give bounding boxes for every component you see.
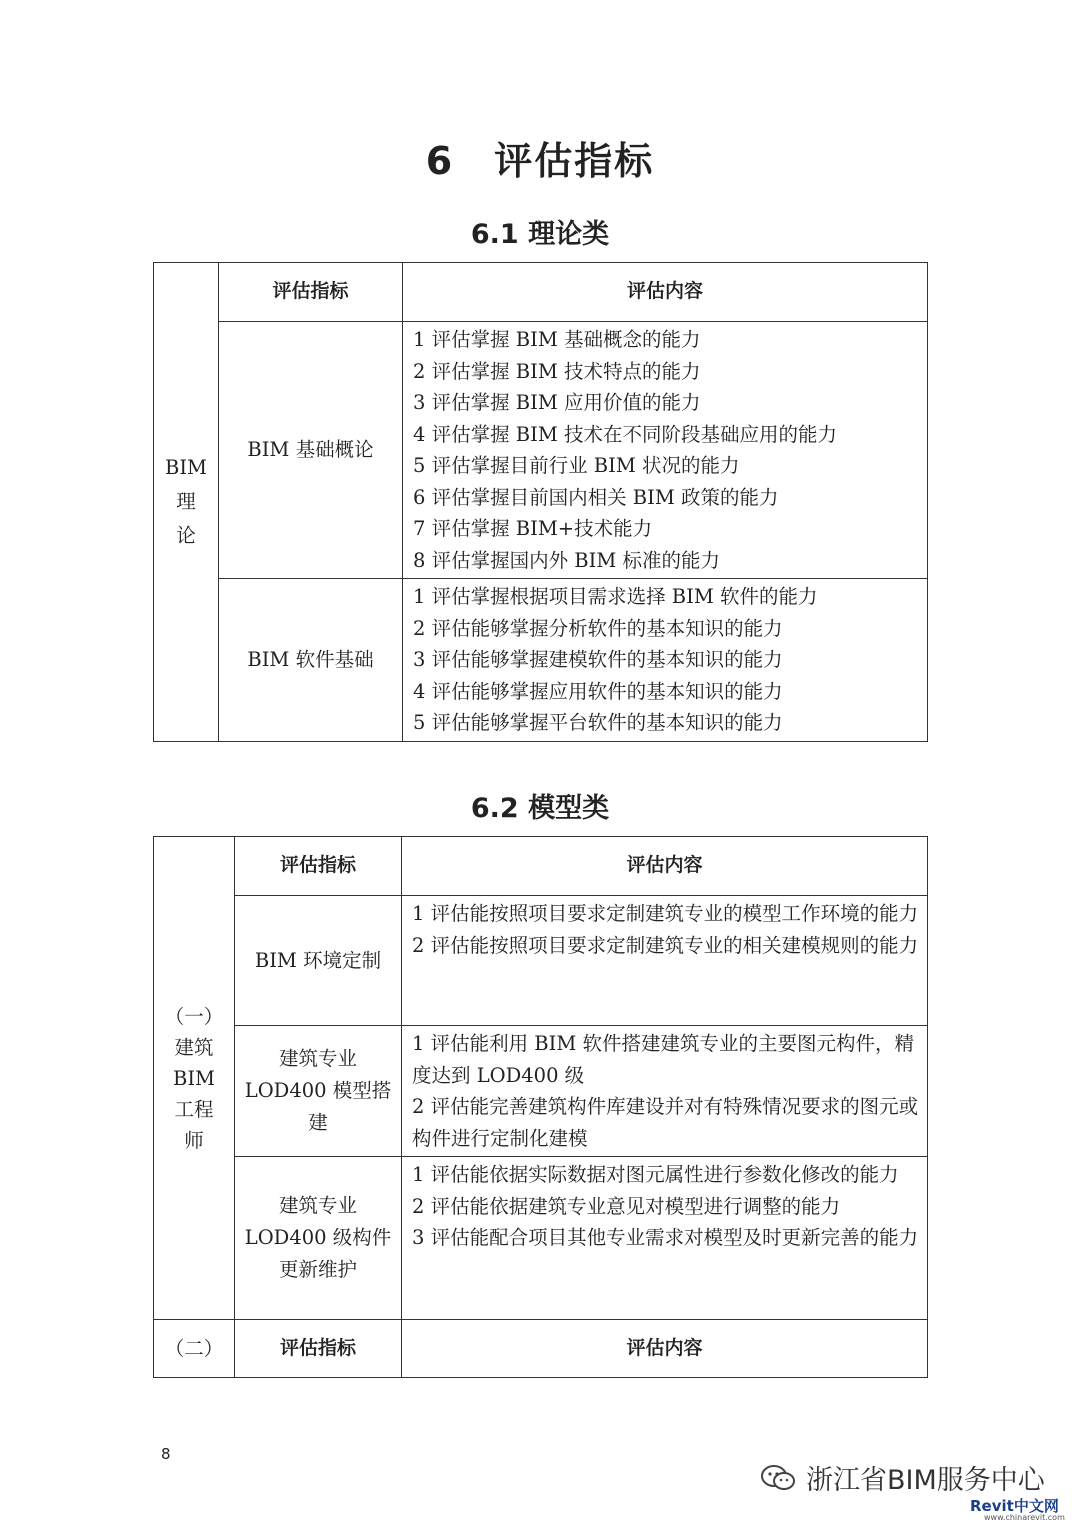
theory-table <box>153 262 928 742</box>
content-lod400-modeling <box>402 1026 928 1157</box>
content-bim-basics <box>403 322 928 579</box>
indicator-bim-basics: BIM 基础概论 <box>219 322 403 579</box>
group-label-next: （二） <box>154 1320 235 1378</box>
header-content: 评估内容 <box>403 263 928 322</box>
list-item: 2 评估能按照项目要求定制建筑专业的相关建模规则的能力 <box>412 933 919 957</box>
list-item: 3 评估掌握 BIM 应用价值的能力 <box>413 391 701 414</box>
section-title-theory: 6.1 理论类 <box>470 219 610 250</box>
list-item: 4 评估掌握 BIM 技术在不同阶段基础应用的能力 <box>413 422 838 446</box>
list-item: 1 评估能依据实际数据对图元属性进行参数化修改的能力 <box>412 1163 899 1186</box>
wechat-icon <box>760 1464 796 1492</box>
revit-logo <box>970 1495 1065 1522</box>
list-item: 1 评估掌握根据项目需求选择 BIM 软件的能力 <box>413 585 818 608</box>
model-table <box>153 836 928 1378</box>
list-item: 5 评估掌握目前行业 BIM 状况的能力 <box>413 454 740 477</box>
header-content: 评估内容 <box>402 837 928 896</box>
page-number: 8 <box>161 1445 171 1463</box>
list-item: 3 评估能够掌握建模软件的基本知识的能力 <box>413 648 783 671</box>
watermark-text: 浙江省BIM服务中心 <box>806 1465 1045 1496</box>
section-title-model: 6.2 模型类 <box>470 793 610 824</box>
logo-text: Revit中文网 <box>970 1497 1059 1515</box>
indicator-lod400-maintenance: 建筑专业 LOD400 级构件 更新维护 <box>235 1157 402 1320</box>
list-item: 1 评估能按照项目要求定制建筑专业的模型工作环境的能力 <box>412 902 919 925</box>
list-item: 7 评估掌握 BIM+技术能力 <box>413 517 653 540</box>
list-item: 1 评估能利用 BIM 软件搭建建筑专业的主要图元构件，精度达到 LOD400 级 <box>412 1032 915 1087</box>
group-label-architecture-engineer: （一） 建筑 BIM 工程 师 <box>154 837 235 1320</box>
chapter-title: 6 评估指标 <box>425 139 655 183</box>
content-bim-software <box>403 579 928 742</box>
list-item: 1 评估掌握 BIM 基础概念的能力 <box>413 328 701 351</box>
logo-url: www.chinarevit.com <box>984 1513 1065 1522</box>
header-content: 评估内容 <box>402 1320 928 1378</box>
list-item: 5 评估能够掌握平台软件的基本知识的能力 <box>413 711 783 734</box>
indicator-bim-software: BIM 软件基础 <box>219 579 403 742</box>
list-item: 2 评估能够掌握分析软件的基本知识的能力 <box>413 616 783 640</box>
list-item: 3 评估能配合项目其他专业需求对模型及时更新完善的能力 <box>412 1226 919 1249</box>
list-item: 6 评估掌握目前国内相关 BIM 政策的能力 <box>413 485 779 509</box>
watermark <box>760 1458 1045 1497</box>
list-item: 4 评估能够掌握应用软件的基本知识的能力 <box>413 679 783 703</box>
header-indicator: 评估指标 <box>235 837 402 896</box>
list-item: 2 评估掌握 BIM 技术特点的能力 <box>413 359 701 383</box>
list-item: 2 评估能依据建筑专业意见对模型进行调整的能力 <box>412 1194 841 1218</box>
list-item: 2 评估能完善建筑构件库建设并对有特殊情况要求的图元或构件进行定制化建模 <box>412 1095 919 1150</box>
content-environment-setup <box>402 896 928 1026</box>
header-indicator: 评估指标 <box>219 263 403 322</box>
content-lod400-maintenance <box>402 1157 928 1320</box>
indicator-environment-setup: BIM 环境定制 <box>235 896 402 1026</box>
group-label-bim-theory: BIM 理 论 <box>154 263 219 742</box>
header-indicator: 评估指标 <box>235 1320 402 1378</box>
list-item: 8 评估掌握国内外 BIM 标准的能力 <box>413 548 721 572</box>
indicator-lod400-modeling: 建筑专业 LOD400 模型搭 建 <box>235 1026 402 1157</box>
